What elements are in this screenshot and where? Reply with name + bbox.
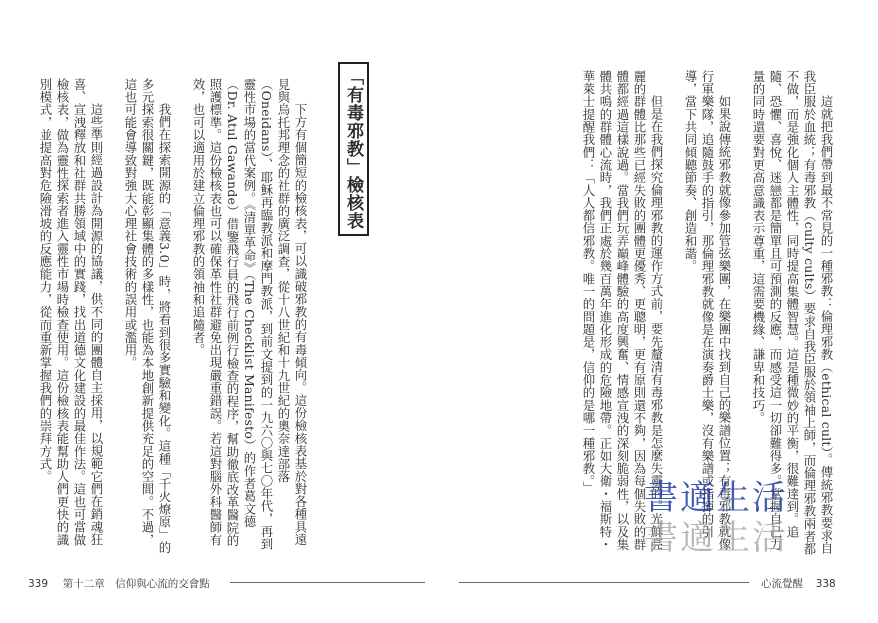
- book-title: 心流覺醒: [761, 578, 803, 590]
- right-page-number: 338: [815, 578, 836, 590]
- right-footer-rule: [459, 582, 749, 583]
- left-paragraph-3: 這些準則經過設計為開源的協議，供不同的團體自主採用，以規範它們在銷魂狂喜、宣洩釋放和社群共勝領域中的實踐，找出道德文化建設的最佳作法。這也可當做檢核表，做為靈性探索者進入靈性市場時檢查使用。這份檢核表能幫助人們更快的識別模式，並提高對危險滑坡的反應能力，從而重新掌握我們的崇拜方式。: [38, 78, 104, 547]
- watermark-shadow: 書適生活: [644, 518, 788, 558]
- heading-text: 「有毒邪教」檢核表: [338, 62, 369, 236]
- right-page: [439, 0, 878, 623]
- left-footer-rule: [230, 582, 425, 583]
- section-heading: [338, 62, 369, 236]
- left-footer: [28, 576, 210, 591]
- left-paragraph-1: 下方有個簡短的檢核表，可以識破邪教的有毒傾向。這份檢核表基於對各種具遠見與烏托邦理念的社群的廣泛調查，從十八世紀和十九世紀的奧奈達部落（Oneidans）、耶穌再臨教派和摩門教派，到前文提到的一九六〇與七〇年代，再到靈性市場的當代案例。《清單革命》（The Checklist Manifesto）的作者葛文德（Dr. Atul Gawande）借鑒飛行員的飛行前例行檢查的程序，幫助徹底改革醫院的照護標準。這份檢核表也可以確保革性社群避免出現嚴重錯誤。若這對腦外科醫師有效，也可以適用於建立倫理邪教的領袖和追隨者。: [191, 78, 308, 551]
- watermark-logo: 書適生活: [644, 478, 788, 518]
- left-chapter-title: 第十二章 信仰與心流的交會點: [62, 578, 210, 590]
- right-paragraph-2: 如果說傳統邪教就像參加管弦樂團，在樂團中找到自己的樂譜位置；有毒邪教就像行軍樂隊，追隨鼓手的指引，那倫理邪教就像是在演奏爵士樂，沒有樂譜或指揮的引導，當下共同傾聽節奏、創造和諧。: [683, 70, 732, 551]
- right-paragraph-1: 這就把我們帶到最不常見的一種邪教：倫理邪教（ethical cult）。傳統邪教要求自我臣服於血統；有毒邪教（culty cults）要求自我臣服於領袖上師，而倫理邪教兩者都不做，而是強化個人主體性，同時提高集體智慧。這是種微妙的平衡，很難達到。追隨、恐懼、喜悅、迷戀都是簡單且可預測的反應，而感受這一切卻難得多。掌握自己力量的同時還要對更高意識表示尊重，這需要機緣、謙卑和技巧。: [751, 70, 834, 556]
- right-paragraph-3: 但是在我們探究倫理邪教的運作方式前，要先釐清有毒邪教是怎麼失靈的。光鮮亮麗的群體比那些已經失敗的團體更優秀、更聰明，更有原則還不夠，因為每個失敗的群體都經過這樣說過。當我們玩弄巔峰體驗的高度興奮、情感宣洩的深刻脆弱性，以及集體共鳴的群體心流時，我們正處於幾百萬年進化形成的危險地帶。正如大衛・福斯特・華萊士提醒我們：「人人都信邪教。唯一的問題是，信仰的是哪一種邪教。」: [581, 70, 664, 551]
- left-paragraph-2: 我們在探索開源的「意義3.0」時，將看到很多實驗和變化。這種「千火燎原」的多元探索很關鍵，既能彰顯集體的多樣性，也能為本地創新提供充足的空間。不過，這也可能會導致對強大心理社會技術的誤用或濫用。: [123, 78, 172, 554]
- left-page-number: 339: [28, 578, 49, 590]
- left-body-text: [38, 78, 326, 558]
- right-footer: [761, 576, 836, 591]
